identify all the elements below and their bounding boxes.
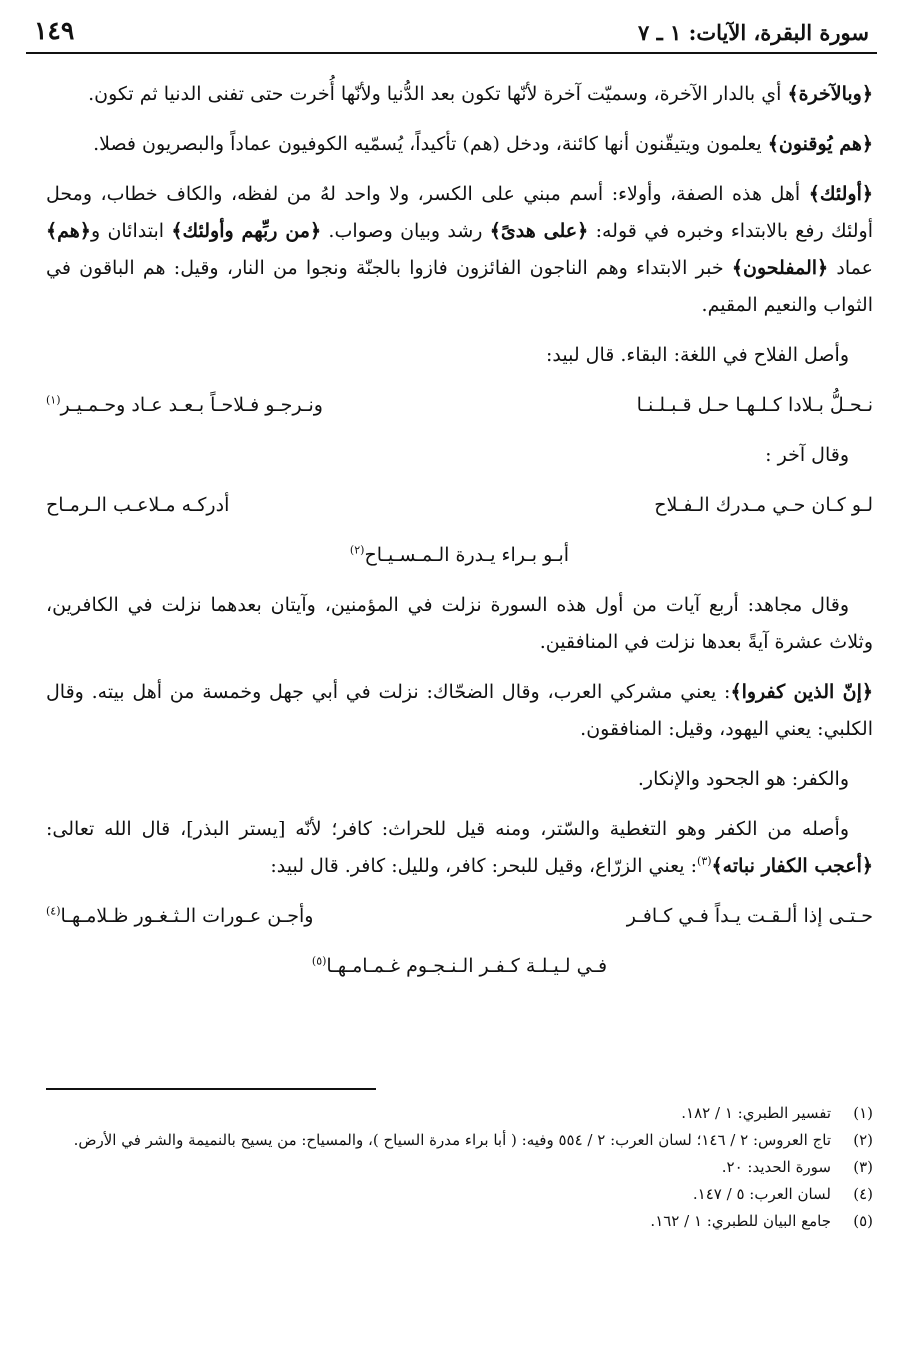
footnote-separator (46, 1088, 376, 1090)
poetry-verse-1 (46, 387, 873, 424)
quran-term: ﴿أعجب الكفار نباته﴾ (711, 855, 873, 877)
footnote-text: جامع البيان للطبري: ١ / ١٦٢. (650, 1212, 831, 1230)
footnote-text: تفسير الطبري: ١ / ١٨٢. (681, 1104, 831, 1122)
page-header (28, 14, 875, 46)
footnote-number: (٣) (853, 1158, 873, 1176)
main-text (46, 76, 873, 998)
poetry-verse-2 (46, 487, 873, 524)
footnote-text: لسان العرب: ٥ / ١٤٧. (692, 1185, 831, 1203)
quran-term: ﴿هم يُوقنون﴾ (767, 133, 873, 155)
verse-text: ونـرجـو فـلاحـاً بـعـد عـاد وحـمـيـر (60, 394, 323, 416)
footnotes (46, 1100, 873, 1235)
footnote-ref: (٥) (311, 954, 327, 968)
quran-term: ﴿وبالآخرة﴾ (787, 83, 873, 105)
footnote-item (46, 1181, 873, 1208)
quran-term: ﴿هم﴾ (46, 220, 91, 242)
verse-hemistich-left: أدركـه مـلاعـب الـرمـاح (46, 494, 230, 516)
quran-term: ﴿على هدىً﴾ (489, 220, 589, 242)
paragraph-text: وأصله من الكفر وهو التغطية والسّتر، ومنه قيل للحراث: كافر؛ لأنّه [يستر البذر]، قال الله تعالى: (46, 818, 849, 840)
verse-hemistich-right: نـحـلُّ بـلادا كـلـهـا حـل قـبـلـنـا (636, 394, 873, 416)
paragraph-akhira (46, 76, 873, 113)
paragraph-text: أهل هذه الصفة، وأولاء: أسم مبني على الكسر، ولا واحد لهُ من لفظه، والكاف خطاب، ومحل أولئك رفع بالابتداء وخبره في قوله: (46, 183, 873, 242)
paragraph-qala-akhar: وقال آخر : (765, 444, 849, 466)
verse-hemistich-right: حـتـى إذا ألـقـت يـداً فـي كـافـر (626, 905, 873, 927)
paragraph-yuqinun (46, 126, 873, 163)
paragraph-text: : يعني الزرّاع، وقيل للبحر: كافر، ولليل: كافر. قال لبيد: (270, 855, 698, 877)
footnote-number: (٥) (853, 1212, 873, 1230)
paragraph-text: رشد وبيان وصواب. (321, 220, 490, 242)
verse-text: فـي لـيـلـة كـفـر الـنـجـوم غـمـامـهـا (326, 955, 608, 977)
paragraph-text: يعلمون ويتيقّنون أنها كائنة، ودخل (هم) تأكيداً، يُسمّيه الكوفيون عماداً والبصريون فصلا. (93, 133, 768, 155)
paragraph-text: : يعني مشركي العرب، وقال الضحّاك: نزلت في أبي جهل وخمسة من أهل بيته. وقال الكلبي: يعني اليهود، وقيل: المنافقون. (46, 681, 873, 740)
footnote-item (46, 1100, 873, 1127)
footnote-item (46, 1127, 873, 1154)
footnote-text: سورة الحديد: ٢٠. (721, 1158, 831, 1176)
paragraph-mujahid: وقال مجاهد: أربع آيات من أول هذه السورة نزلت في المؤمنين، وآيتان بعدهما نزلت في الكافرين، وثلاث عشرة آيةً بعدها نزلت في المنافقين. (46, 594, 873, 653)
paragraph-alladhina-kafaru (46, 674, 873, 748)
paragraph-text: عماد (828, 257, 873, 279)
footnote-ref: (٤) (46, 904, 61, 918)
footnote-number: (١) (853, 1104, 873, 1122)
poetry-verse-3-line2 (46, 948, 873, 985)
paragraph-text: أي بالدار الآخرة، وسميّت آخرة لأنّها تكون بعد الدُّنيا ولأنّها أُخرت حتى تفنى الدنيا ثم تكون. (88, 83, 788, 105)
verse-text: أبـو بـراء يـدرة الـمـسـيـاح (364, 544, 570, 566)
footnote-ref: (٢) (349, 543, 365, 557)
running-title: سورة البقرة، الآيات: ١ ـ ٧ (637, 20, 869, 45)
poetry-verse-3 (46, 898, 873, 935)
verse-hemistich-right: لـو كـان حـي مـدرك الـفـلاح (654, 494, 873, 516)
verse-hemistich-left (46, 898, 313, 935)
header-rule (26, 52, 877, 54)
footnote-item (46, 1208, 873, 1235)
page-number: ١٤٩ (34, 16, 75, 45)
quran-term: ﴿من ربِّهم وأولئك﴾ (171, 220, 322, 242)
footnote-ref: (١) (46, 393, 61, 407)
poetry-verse-2-line2 (46, 537, 873, 574)
footnote-item (46, 1154, 873, 1181)
verse-hemistich-left (46, 387, 323, 424)
paragraph-text: ابتدائان و (90, 220, 172, 242)
paragraph-falah: وأصل الفلاح في اللغة: البقاء. قال لبيد: (545, 344, 849, 366)
verse-text: وأجـن عـورات الـثـغـور ظـلامـهـا (60, 905, 314, 927)
paragraph-text: خبر الابتداء وهم الناجون الفائزون فازوا بالجنّة ونجوا من النار، وقيل: هم الباقون في الثواب والنعيم المقيم. (46, 257, 873, 316)
footnote-ref: (٣) (697, 854, 712, 868)
paragraph-kufr-definition: والكفر: هو الجحود والإنكار. (637, 768, 849, 790)
quran-term: ﴿إنّ الذين كفروا﴾ (730, 681, 873, 703)
footnote-number: (٤) (853, 1185, 873, 1203)
footnote-text: تاج العروس: ٢ / ١٤٦؛ لسان العرب: ٢ / ٥٥٤ وفيه: ( أبا براء مدرة السياح )، والمسياح: من يسيح بالنميمة والشر في الأرض. (73, 1131, 831, 1149)
footnote-number: (٢) (853, 1131, 873, 1149)
quran-term: ﴿المفلحون﴾ (731, 257, 829, 279)
quran-term: ﴿أولئك﴾ (808, 183, 873, 205)
paragraph-ulaika (46, 176, 873, 324)
paragraph-kufr-origin (46, 811, 873, 885)
